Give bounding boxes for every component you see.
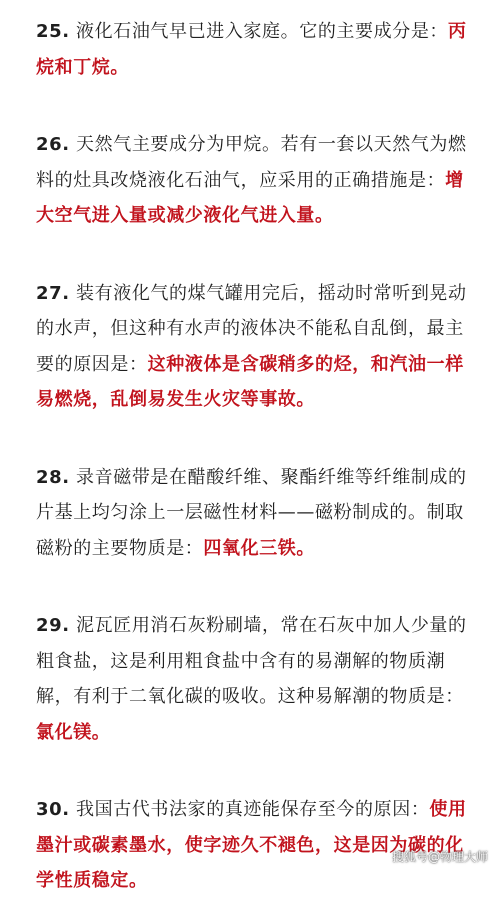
item-number: 29. [36, 615, 70, 636]
item-27 [36, 276, 470, 418]
item-number: 27. [36, 282, 70, 304]
item-number: 30. [36, 799, 70, 820]
item-answer: 氯化镁。 [36, 721, 111, 743]
item-question: 录音磁带是在醋酸纤维、聚酯纤维等纤维制成的片基上均匀涂上一层磁性材料——磁粉制成的。制取磁粉的主要物质是： [36, 466, 467, 559]
item-answer: 丙烷和丁烷。 [36, 21, 467, 78]
item-answer: 这种液体是含碳稍多的烃，和汽油一样易燃烧，乱倒易发生火灾等事故。 [36, 353, 464, 410]
item-question: 我国古代书法家的真迹能保存至今的原因： [76, 799, 430, 820]
watermark: 搜狐号@物理大师 [391, 850, 488, 864]
item-number: 28. [36, 466, 70, 488]
item-28 [36, 460, 470, 567]
item-26 [36, 127, 470, 234]
item-25 [36, 14, 470, 85]
item-29 [36, 608, 470, 750]
item-30 [36, 792, 470, 899]
item-question: 装有液化气的煤气罐用完后，摇动时常听到晃动的水声，但这种有水声的液体决不能私自乱倒，最主要的原因是： [36, 282, 467, 375]
item-question: 泥瓦匠用消石灰粉刷墙，常在石灰中加人少量的粗食盐，这是利用粗食盐中含有的易潮解的物质潮解，有利于二氧化碳的吸收。这种易解潮的物质是： [36, 615, 467, 707]
item-answer: 四氧化三铁。 [203, 537, 316, 559]
item-question: 天然气主要成分为甲烷。若有一套以天然气为燃料的灶具改烧液化石油气，应采用的正确措施是： [36, 134, 467, 191]
item-number: 25. [36, 21, 70, 42]
item-answer: 使用墨汁或碳素墨水，使字迹久不褪色，这是因为碳的化学性质稳定。 [36, 799, 467, 891]
item-answer: 增大空气进入量或减少液化气进入量。 [36, 169, 464, 226]
item-question: 液化石油气早已进入家庭。它的主要成分是： [76, 21, 449, 42]
item-number: 26. [36, 134, 70, 155]
